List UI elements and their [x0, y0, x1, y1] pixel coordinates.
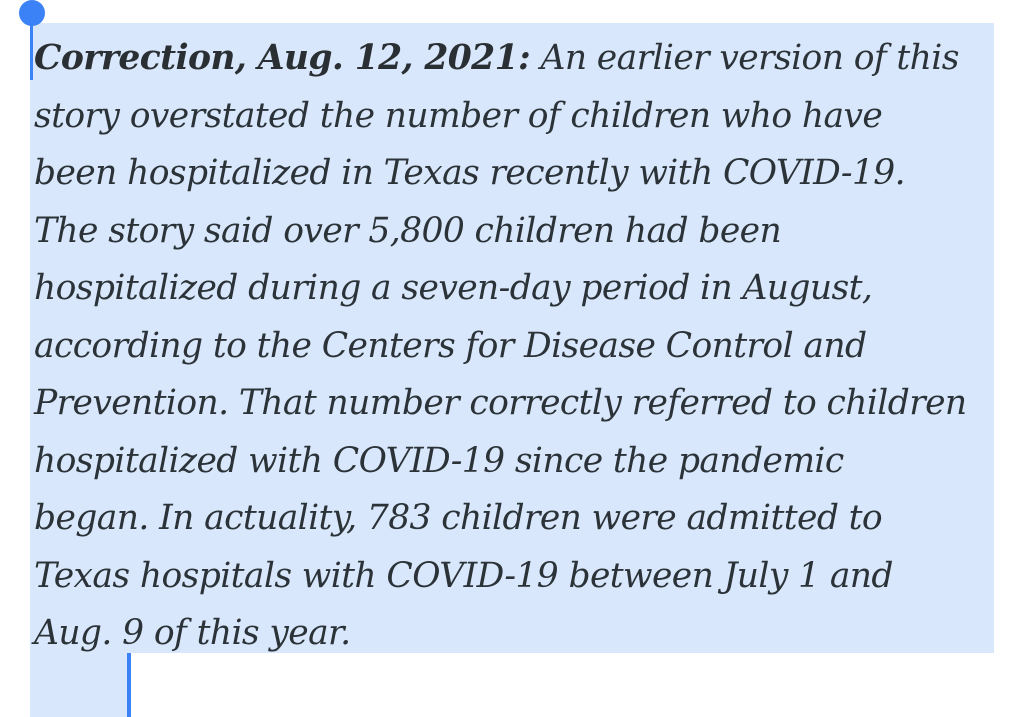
selection-start-caret[interactable]	[30, 22, 33, 80]
correction-line: story overstated the number of children who have	[34, 95, 883, 136]
correction-line: according to the Centers for Disease Control and	[34, 325, 867, 366]
correction-line: Texas hospitals with COVID-19 between July 1 and	[34, 555, 893, 596]
correction-note[interactable]	[34, 30, 994, 663]
correction-line: Aug. 9 of this year.	[34, 613, 351, 653]
correction-line-1-rest: An earlier version of this	[540, 38, 959, 78]
correction-line: hospitalized during a seven-day period in August,	[34, 268, 873, 308]
correction-line-1	[34, 30, 994, 88]
correction-line: Prevention. That number correctly referred to children	[34, 383, 967, 423]
text-selection-highlight-tail	[30, 653, 130, 717]
selection-end-caret[interactable]	[127, 653, 131, 717]
correction-label: Correction, Aug. 12, 2021:	[34, 38, 531, 78]
correction-line: hospitalized with COVID-19 since the pandemic	[34, 440, 844, 481]
correction-line: been hospitalized in Texas recently with COVID-19.	[34, 153, 906, 193]
correction-line: The story said over 5,800 children had been	[34, 210, 782, 251]
selection-start-handle[interactable]	[19, 0, 45, 26]
correction-line: began. In actuality, 783 children were admitted to	[34, 498, 883, 538]
